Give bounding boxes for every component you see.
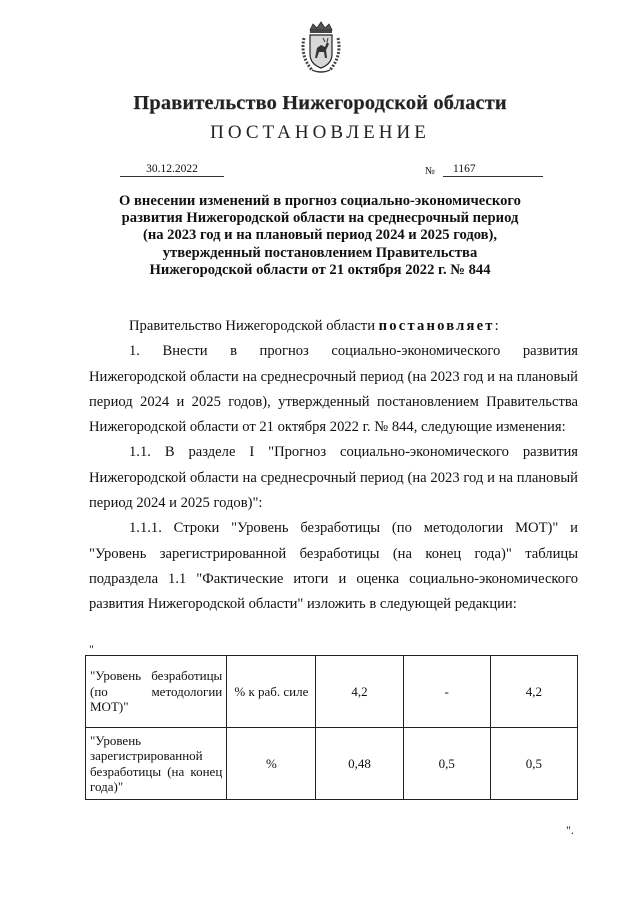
document-subject bbox=[100, 193, 540, 279]
value-cell: 0,5 bbox=[490, 728, 577, 800]
subject-line: (на 2023 год и на плановый период 2024 и 2025 годов), bbox=[142, 227, 498, 244]
unit-cell: % к раб. силе bbox=[227, 656, 316, 728]
preamble-keyword: постановляет bbox=[378, 318, 495, 334]
document-number: 1167 bbox=[443, 162, 543, 177]
indicator-name-cell: "Уровень безработицы (по методологии МОТ)" bbox=[86, 656, 227, 728]
document-body bbox=[89, 314, 578, 618]
unit-cell: % bbox=[227, 728, 316, 800]
document-type: ПОСТАНОВЛЕНИЕ bbox=[210, 122, 430, 143]
preamble-tail: : bbox=[494, 318, 499, 334]
subject-line: утвержденный постановлением Правительства bbox=[162, 244, 478, 261]
quote-close-mark: ". bbox=[566, 823, 574, 837]
paragraph-preamble bbox=[89, 314, 578, 339]
document-date: 30.12.2022 bbox=[120, 162, 224, 177]
quote-open-mark: " bbox=[89, 642, 94, 656]
value-cell: 4,2 bbox=[490, 656, 577, 728]
subject-line: развития Нижегородской области на среднесрочный период bbox=[121, 210, 519, 227]
indicator-name-cell: "Уровень зарегистрированной безработицы (на конец года)" bbox=[86, 728, 227, 800]
paragraph-1-1: 1.1. В разделе I "Прогноз социально-экономического развития Нижегородской области на среднесрочный период (на 2023 год и на плановый период 2024 и 2025 годов)": bbox=[89, 444, 578, 512]
subject-line: Нижегородской области от 21 октября 2022 г. № 844 bbox=[149, 261, 491, 278]
table-row bbox=[86, 656, 578, 728]
indicator-table bbox=[85, 655, 578, 800]
value-cell: 0,5 bbox=[403, 728, 490, 800]
table-row bbox=[86, 728, 578, 800]
paragraph-1-1-1: 1.1.1. Строки "Уровень безработицы (по методологии МОТ)" и "Уровень зарегистрированной безработицы (на конец года)" таблицы подраздела 1.1 "Фактические итоги и оценка социально-экономического развития Нижегородской области" изложить в следующей редакции: bbox=[89, 520, 578, 613]
value-cell: 0,48 bbox=[316, 728, 403, 800]
value-cell: 4,2 bbox=[316, 656, 403, 728]
value-cell: - bbox=[403, 656, 490, 728]
paragraph-1: 1. Внести в прогноз социально-экономического развития Нижегородской области на среднесрочный период (на 2023 год и на плановый период 2024 и 2025 годов), утвержденный постановлением Правительства Нижегородской области от 21 октября 2022 г. № 844, следующие изменения: bbox=[89, 343, 578, 436]
government-name: Правительство Нижегородской области bbox=[133, 92, 507, 114]
preamble-lead: Правительство Нижегородской области bbox=[129, 318, 379, 334]
coat-of-arms-icon bbox=[298, 20, 344, 76]
subject-line: О внесении изменений в прогноз социально-экономического bbox=[119, 193, 521, 209]
number-label: № bbox=[425, 166, 436, 177]
